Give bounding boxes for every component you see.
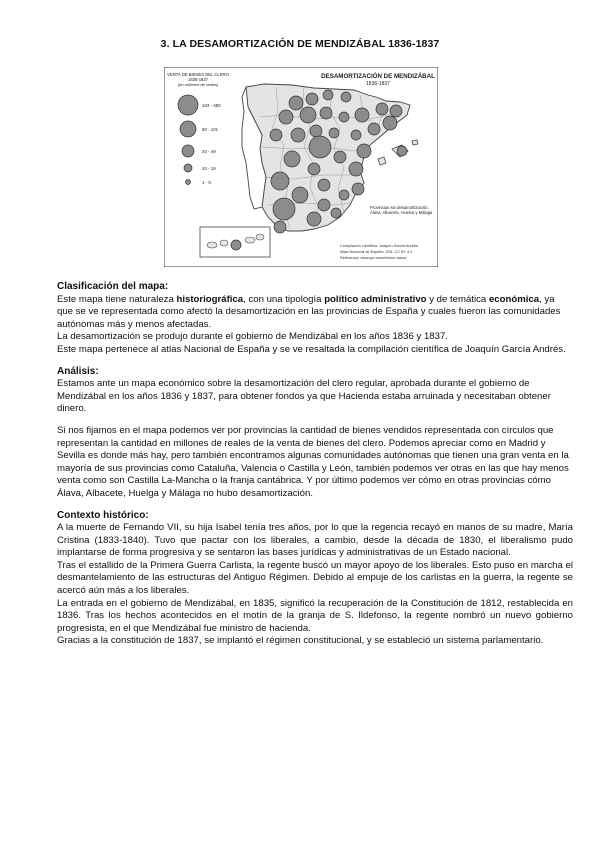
circle-barcelona <box>383 116 397 130</box>
circle-salamanca <box>270 129 282 141</box>
legend-unit: (en millones de reales) <box>177 82 219 87</box>
circle-girona <box>390 105 402 117</box>
map-title-years: 1836-1837 <box>366 81 390 87</box>
circle-almeria <box>331 208 341 218</box>
circle-burgos-north <box>323 90 333 100</box>
desamortization-map <box>164 67 438 267</box>
circle-leon <box>289 96 303 110</box>
circle-valladolid <box>300 107 316 123</box>
analysis-paragraph-2: Si nos fijamos en el mapa podemos ver por provincias la cantidad de bienes vendidos representada con círculos que representan la cantidad en millones de reales de la venta de bienes del clero. Podemos apreciar como en Madrid y Sevilla es donde más hay, pero también encontramos algunas comunidades autónomas que tienen una gran venta en la mayoría de sus provincias como Cataluña, Valencia o Castilla y León, también podemos ver otras en las que hay menos venta como son Castilla La-Mancha o la franja cantábrica. Y por último podemos ver cómo en otras provincias cómo Álava, Albacete, Huelga y Málaga no hubo desamortización. <box>57 424 569 499</box>
context-heading: Contexto histórico: <box>57 509 149 521</box>
legend-circle-4 <box>184 164 192 172</box>
map-title: DESAMORTIZACIÓN DE MENDIZÁBAL <box>321 73 435 80</box>
analysis-paragraph-1: Estamos ante un mapa económico sobre la desamortización del clero regular, aprobada durante el gobierno de Mendizábal en los años 1836 y 1837, para obtener fondos ya que Hacienda estaba arruinada y necesitaban obtener dinero. <box>57 378 551 415</box>
circle-zamora <box>279 110 293 124</box>
circle-cuenca <box>334 151 346 163</box>
circle-cadiz <box>274 221 286 233</box>
circle-valencia <box>349 162 363 176</box>
legend-years: 1836-1837 <box>187 77 209 82</box>
circle-toledo <box>308 163 320 175</box>
circle-ciudad-real <box>318 179 330 191</box>
context-paragraph-4: Gracias a la constitución de 1837, se implantó el régimen constitucional, y se estableció un sistema parlamentario. <box>57 635 544 647</box>
context-paragraph-2: Tras el estallido de la Primera Guerra Carlista, la regente buscó un mayor apoyo de los liberales. Esto puso en marcha el desmantelamiento de las estructuras del Antiguo Régimen. Debido al empuje de los carlistas en la guerra, la regente se acercó aún más a los liberales. <box>57 559 573 597</box>
legend-circle-5 <box>186 180 191 185</box>
circle-zaragoza <box>355 108 369 122</box>
circle-tarragona <box>368 123 380 135</box>
credit-line-2: Atlas Nacional de España. IGN. CC BY 4.0 <box>340 250 413 254</box>
credit-line-3: Referencia: www.ign.es/web/ane-datos/ <box>340 256 407 260</box>
credit-line-1: Compilación científica: Joaquín García Andrés <box>340 244 418 248</box>
circle-avila <box>291 128 305 142</box>
circle-alicante <box>352 183 364 195</box>
circle-madrid <box>309 136 331 158</box>
context-paragraph-3: La entrada en el gobierno de Mendizábal, en 1835, significó la recuperación de la Constitución de 1812, restablecida en 1836. Tras los hechos acontecidos en el motín de la granja de S. Ildefonso, la regente nombró un nuevo gobierno progresista, en el que Mendizábal fue ministro de hacienda. <box>57 597 573 634</box>
context-paragraph-1: A la muerte de Fernando VII, su hija Isabel tenía tres años, por lo que la regencia recayó en manos de su madre, María Cristina (1833-1840). Tuvo que pactar con los liberales, a cambio, desde la década de 1830, el liberalismo pudo implantarse de forma progresiva y se sentaron las bases jurídicas y administrativas de un Estado nacional. <box>57 522 573 559</box>
circle-segovia <box>310 125 322 137</box>
legend-title: VENTA DE BIENES DEL CLERO <box>167 72 229 77</box>
legend-label-3: 20 - 49 <box>202 149 216 154</box>
circle-sevilla <box>273 198 295 220</box>
page-title: 3. LA DESAMORTIZACIÓN DE MENDIZÁBAL 1836-1837 <box>160 38 440 50</box>
circle-palencia <box>306 93 318 105</box>
legend-circle-1 <box>178 95 198 115</box>
circle-navarra <box>341 92 351 102</box>
map-credits <box>340 244 418 260</box>
circle-cordoba <box>292 187 308 203</box>
classification-paragraph-3: Este mapa pertenece al atlas Nacional de España y se ve resaltada la compilación científica de Joaquín García Andrés. <box>57 343 566 355</box>
legend-circle-3 <box>182 145 194 157</box>
circle-lleida <box>376 103 388 115</box>
no-sales-note: Provincias sin desamortización: Álava, Albacete, Huelva y Málaga <box>370 205 433 215</box>
legend-label-5: 1 - 9 <box>202 180 211 185</box>
circle-soria <box>339 112 349 122</box>
legend-label-2: 50 - 101 <box>202 127 219 132</box>
legend-circle-2 <box>180 121 196 137</box>
circle-granada <box>307 212 321 226</box>
circle-burgos <box>320 107 332 119</box>
classification-paragraph-2: La desamortización se produjo durante el gobierno de Mendizábal en los años 1836 y 1837. <box>57 331 448 343</box>
circle-teruel <box>351 130 361 140</box>
circle-canarias <box>231 240 241 250</box>
circle-baleares <box>397 146 407 156</box>
circle-guadalajara <box>329 128 339 138</box>
circle-castellon <box>357 144 371 158</box>
analysis-heading: Análisis: <box>57 365 99 377</box>
circle-badajoz <box>271 172 289 190</box>
document-body <box>57 281 573 648</box>
legend-label-4: 10 - 19 <box>202 166 216 171</box>
circle-caceres <box>284 151 300 167</box>
classification-heading: Clasificación del mapa: <box>57 281 169 292</box>
map-figure <box>164 67 438 267</box>
circle-jaen <box>318 199 330 211</box>
circle-murcia <box>339 190 349 200</box>
legend-label-1: 103 - 480 <box>202 103 221 108</box>
classification-paragraph-1: Este mapa tiene naturaleza historiográfica, con una tipología político administrativo y de temática económica, ya que se ve representada como afectó la desamortización en las provincias de España y cuales fueron las comunidades autónomas más y menos afectadas. <box>57 293 561 330</box>
